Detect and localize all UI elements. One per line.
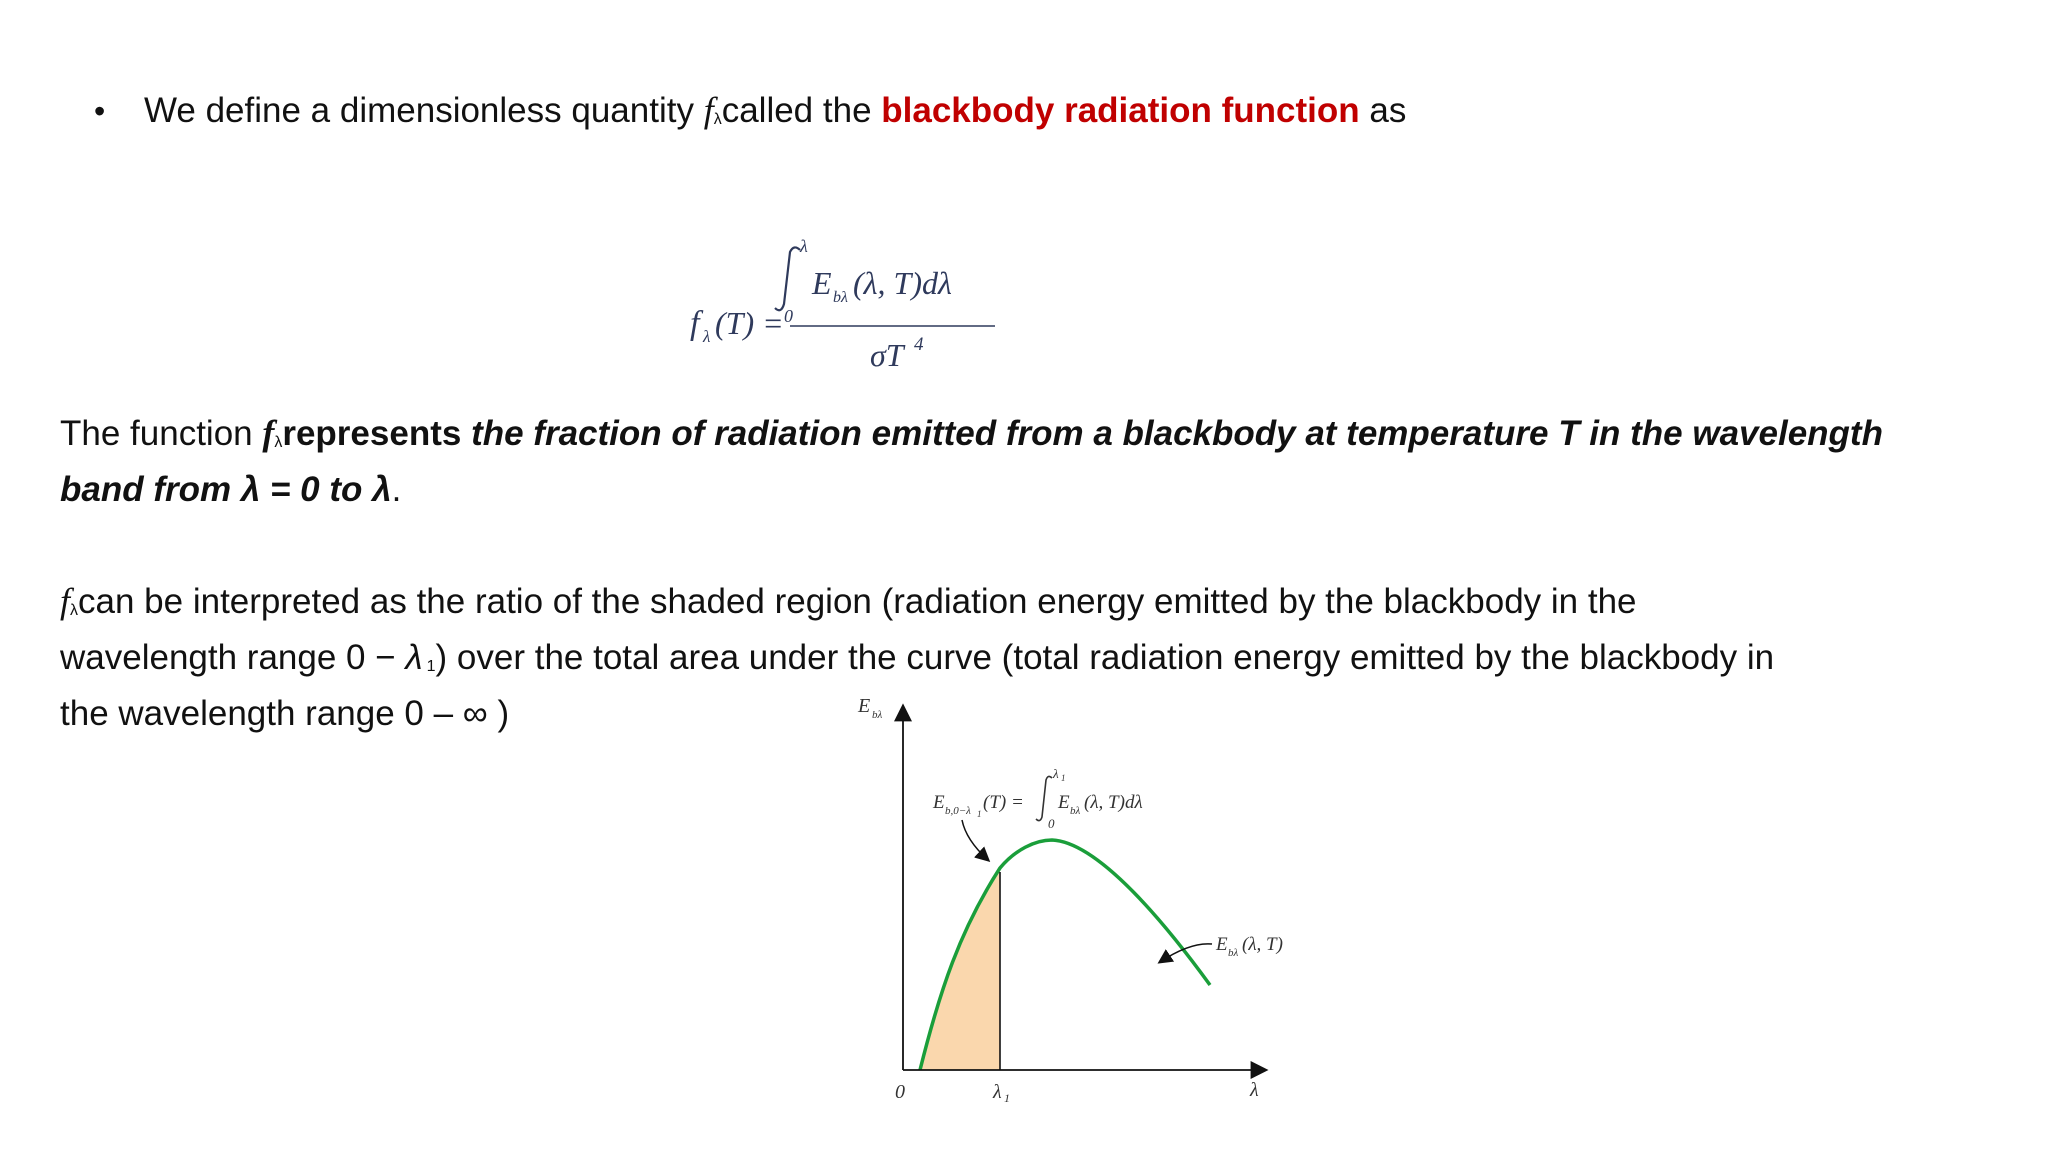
interpretation-text-2a: wavelength range 0 −: [60, 638, 406, 677]
lambda-subscript: λ: [274, 434, 283, 451]
area-eq-integrand: E: [1058, 792, 1070, 813]
origin-label: 0: [895, 1081, 905, 1103]
area-pointer-arrow: [962, 820, 988, 860]
curve-label-sub: bλ: [1228, 947, 1239, 959]
area-eq-lhs-arg: (T) =: [983, 792, 1024, 813]
blackbody-curve-figure: [840, 690, 1300, 1110]
area-eq-upper: λ: [1053, 766, 1059, 781]
eq-upper-limit: λ: [800, 236, 808, 256]
eq-lower-limit: 0: [784, 306, 793, 326]
area-eq-upper-sub: 1: [1061, 773, 1066, 783]
bullet-text: [144, 87, 1406, 143]
eq-lhs-sub: λ: [703, 327, 711, 346]
shaded-area: [920, 868, 1000, 1070]
integral-sign: [775, 247, 800, 310]
definition-bold: represents: [282, 414, 472, 453]
area-eq-integrand-args: (λ, T)dλ: [1084, 792, 1143, 813]
highlight-term: blackbody radiation function: [881, 91, 1360, 130]
interpretation-text-1: can be interpreted as the ratio of the shaded region (radiation energy emitted by the blackbody in the: [78, 582, 1637, 621]
definition-period: .: [391, 470, 402, 509]
definition-line-2: [60, 466, 1883, 513]
interpretation-line-1: [60, 578, 1774, 634]
area-eq-lhs: E: [933, 792, 945, 813]
definition-line-1: [60, 410, 1883, 466]
lambda1-label: λ: [993, 1081, 1002, 1103]
definition-paragraph: [60, 410, 1883, 513]
eq-lhs-arg: (T) =: [715, 305, 784, 341]
bullet-symbol: •: [94, 93, 106, 129]
lambda-one-subscript: 1: [426, 658, 436, 675]
bullet-text-middle: called the: [721, 91, 882, 130]
x-axis-label: λ: [1250, 1079, 1259, 1101]
curve-label: E: [1216, 934, 1228, 955]
area-eq-lhs-sub: b,0−λ: [945, 805, 971, 817]
definition-bold-italic: the fraction of radiation emitted from a blackbody at temperature T in the wavelength: [471, 414, 1883, 453]
bullet-text-before: We define a dimensionless quantity: [144, 91, 704, 130]
y-axis-label: E: [858, 695, 871, 717]
area-eq-integrand-sub: bλ: [1070, 805, 1081, 817]
lambda-symbol: λ: [405, 638, 423, 677]
eq-integrand-args: (λ, T)dλ: [853, 265, 952, 301]
lambda-subscript: λ: [713, 111, 722, 128]
interpretation-text-2b: ) over the total area under the curve (total radiation energy emitted by the blackbody in: [435, 638, 1775, 677]
lambda1-label-sub: 1: [1004, 1091, 1010, 1105]
area-eq-lhs-sub2: 1: [977, 809, 982, 819]
lambda-subscript: λ: [70, 602, 79, 619]
interpretation-text-3: the wavelength range 0 – ∞ ): [60, 694, 510, 733]
eq-integrand-sub: bλ: [833, 289, 848, 306]
curve-label-args: (λ, T): [1242, 934, 1283, 955]
definition-band: band from λ = 0 to λ: [60, 470, 392, 509]
eq-lhs: f: [690, 305, 700, 342]
eq-denominator: σT: [870, 337, 904, 373]
eq-integrand: E: [812, 265, 832, 301]
f-lambda-symbol: f: [262, 413, 275, 453]
f-lambda-symbol: f: [703, 90, 714, 130]
f-lambda-symbol: f: [60, 581, 71, 621]
area-integral-sign: [1036, 776, 1052, 820]
bullet-text-after: as: [1359, 91, 1407, 130]
area-eq-lower: 0: [1048, 816, 1055, 831]
definition-lead: The function: [60, 414, 263, 453]
eq-denominator-exp: 4: [914, 334, 924, 355]
y-axis-label-sub: bλ: [872, 709, 883, 721]
interpretation-line-2: [60, 634, 1774, 690]
radiation-function-equation: [660, 222, 1020, 382]
